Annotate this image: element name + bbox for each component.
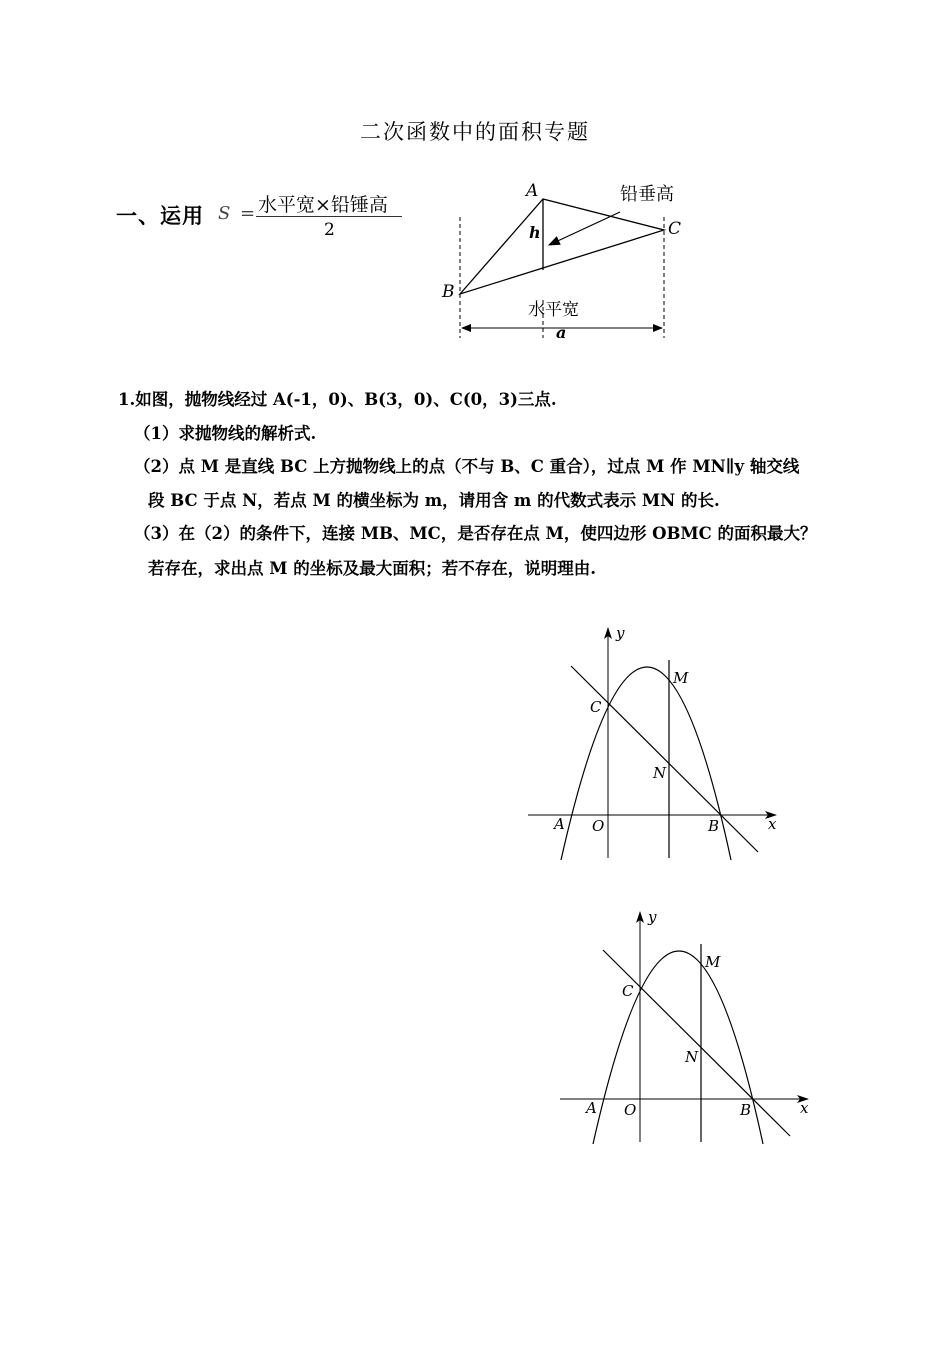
label-c-point: C bbox=[590, 698, 602, 716]
label-a-width: a bbox=[556, 323, 567, 342]
problem-line-5: （3）在（2）的条件下，连接 MB、MC，是否存在点 M，使四边形 OBMC 的面积最大？ bbox=[134, 524, 817, 543]
formula-lhs: S bbox=[218, 203, 231, 224]
label-x: x bbox=[768, 815, 777, 833]
label-a-vertex: A bbox=[526, 181, 539, 201]
section-heading: 一、运用 bbox=[116, 203, 204, 228]
label-n-point: N bbox=[685, 1048, 699, 1066]
label-c-vertex: C bbox=[668, 219, 682, 239]
page-title: 二次函数中的面积专题 bbox=[360, 120, 590, 144]
problem-line-6: 若存在，求出点 M 的坐标及最大面积；若不存在，说明理由. bbox=[148, 559, 596, 578]
label-vertical-height: 铅垂高 bbox=[620, 184, 674, 205]
label-n-point: N bbox=[653, 764, 667, 782]
problem-line-4: 段 BC 于点 N，若点 M 的横坐标为 m，请用含 m 的代数式表示 MN 的长. bbox=[148, 491, 720, 510]
problem-line-3: （2）点 M 是直线 BC 上方抛物线上的点（不与 B、C 重合），过点 M 作 MN∥y 轴交线 bbox=[134, 457, 800, 476]
label-m-point: M bbox=[673, 669, 689, 687]
problem-line-2: （1）求抛物线的解析式. bbox=[134, 424, 317, 443]
label-a-point: A bbox=[554, 815, 565, 833]
label-b-vertex: B bbox=[442, 282, 455, 302]
label-y: y bbox=[648, 908, 657, 926]
label-horizontal-width: 水平宽 bbox=[528, 300, 579, 320]
label-origin: O bbox=[624, 1101, 637, 1119]
label-a-point: A bbox=[586, 1099, 597, 1117]
label-h: h bbox=[529, 223, 541, 242]
label-b-point: B bbox=[740, 1101, 752, 1119]
label-m-point: M bbox=[705, 953, 721, 971]
formula-numerator: 水平宽×铅锤高 bbox=[258, 194, 388, 216]
label-c-point: C bbox=[622, 982, 634, 1000]
label-x: x bbox=[800, 1099, 809, 1117]
label-y: y bbox=[616, 624, 625, 642]
label-origin: O bbox=[592, 817, 605, 835]
formula-equals: = bbox=[240, 203, 256, 224]
parabola-curve bbox=[593, 951, 763, 1144]
formula-denominator: 2 bbox=[324, 220, 335, 240]
label-b-point: B bbox=[708, 817, 720, 835]
problem-line-1: 1.如图，抛物线经过 A(-1，0)、B(3，0)、C(0，3)三点. bbox=[118, 390, 557, 409]
